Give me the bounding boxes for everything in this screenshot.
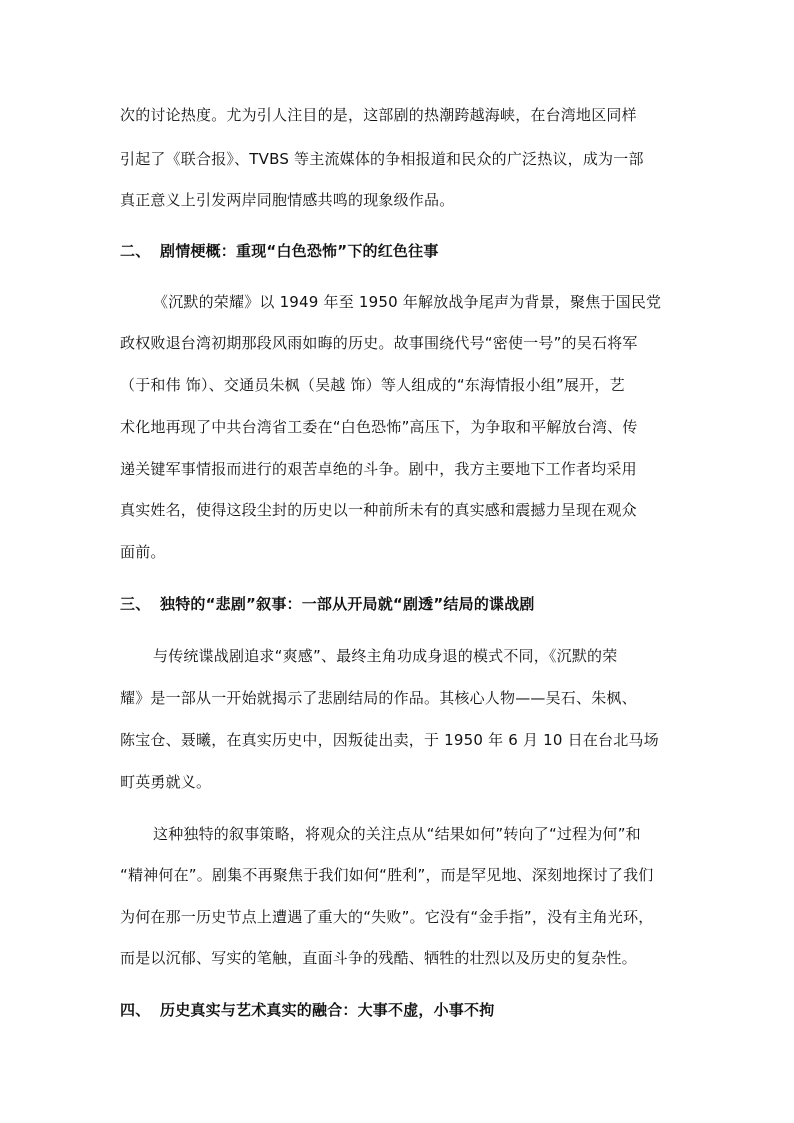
body-line: 耀》是一部从一开始就揭示了悲剧结局的作品。其核心人物——吴石、朱枫、: [120, 689, 637, 707]
body-line: 引起了《联合报》、TVBS 等主流媒体的争相报道和民众的广泛热议，成为一部: [120, 150, 644, 168]
section-number: 三、: [120, 595, 151, 613]
body-line: 这种独特的叙事策略，将观众的关注点从“结果如何”转向了“过程为何”和: [153, 825, 641, 843]
body-line: 町英勇就义。: [120, 773, 212, 791]
section-number: 二、: [120, 242, 151, 260]
body-line: 次的讨论热度。尤为引人注目的是，这部剧的热潮跨越海峡，在台湾地区同样: [120, 106, 637, 124]
body-line: 真正意义上引发两岸同胞情感共鸣的现象级作品。: [120, 191, 455, 209]
body-line: 面前。: [120, 543, 166, 561]
section-title: 剧情梗概：重现“白色恐怖”下的红色往事: [160, 242, 439, 260]
section-title: 历史真实与艺术真实的融合：大事不虚，小事不拘: [160, 1001, 495, 1019]
section-number: 四、: [120, 1001, 151, 1019]
body-line: 政权败退台湾初期那段风雨如晦的历史。故事围绕代号“密使一号”的吴石将军: [120, 334, 638, 352]
body-line: 《沉默的荣耀》以 1949 年至 1950 年解放战争尾声为背景，聚焦于国民党: [153, 293, 662, 311]
body-line: 递关键军事情报而进行的艰苦卓绝的斗争。剧中，我方主要地下工作者均采用: [120, 460, 637, 478]
section-heading-4: [120, 1000, 680, 1020]
body-line: 与传统谍战剧追求“爽感”、最终主角功成身退的模式不同，《沉默的荣: [153, 647, 618, 665]
body-line: 真实姓名，使得这段尘封的历史以一种前所未有的真实感和震撼力呈现在观众: [120, 501, 637, 519]
section-title: 独特的“悲剧”叙事：一部从开局就“剧透”结局的谍战剧: [160, 595, 535, 613]
body-line: 术化地再现了中共台湾省工委在“白色恐怖”高压下，为争取和平解放台湾、传: [120, 418, 638, 436]
body-line: 为何在那一历史节点上遭遇了重大的“失败”。它没有“金手指”，没有主角光环，: [120, 908, 654, 926]
body-line: 陈宝仓、聂曦，在真实历史中，因叛徒出卖，于 1950 年 6 月 10 日在台北马场: [120, 731, 659, 749]
body-line: （于和伟 饰）、交通员朱枫（吴越 饰）等人组成的“东海情报小组”展开，艺: [120, 376, 625, 394]
section-heading-3: [120, 594, 680, 614]
body-line: “精神何在”。剧集不再聚焦于我们如何“胜利”，而是罕见地、深刻地探讨了我们: [120, 866, 654, 884]
section-heading-2: [120, 241, 680, 261]
body-line: 而是以沉郁、写实的笔触，直面斗争的残酷、牺牲的壮烈以及历史的复杂性。: [120, 949, 637, 967]
